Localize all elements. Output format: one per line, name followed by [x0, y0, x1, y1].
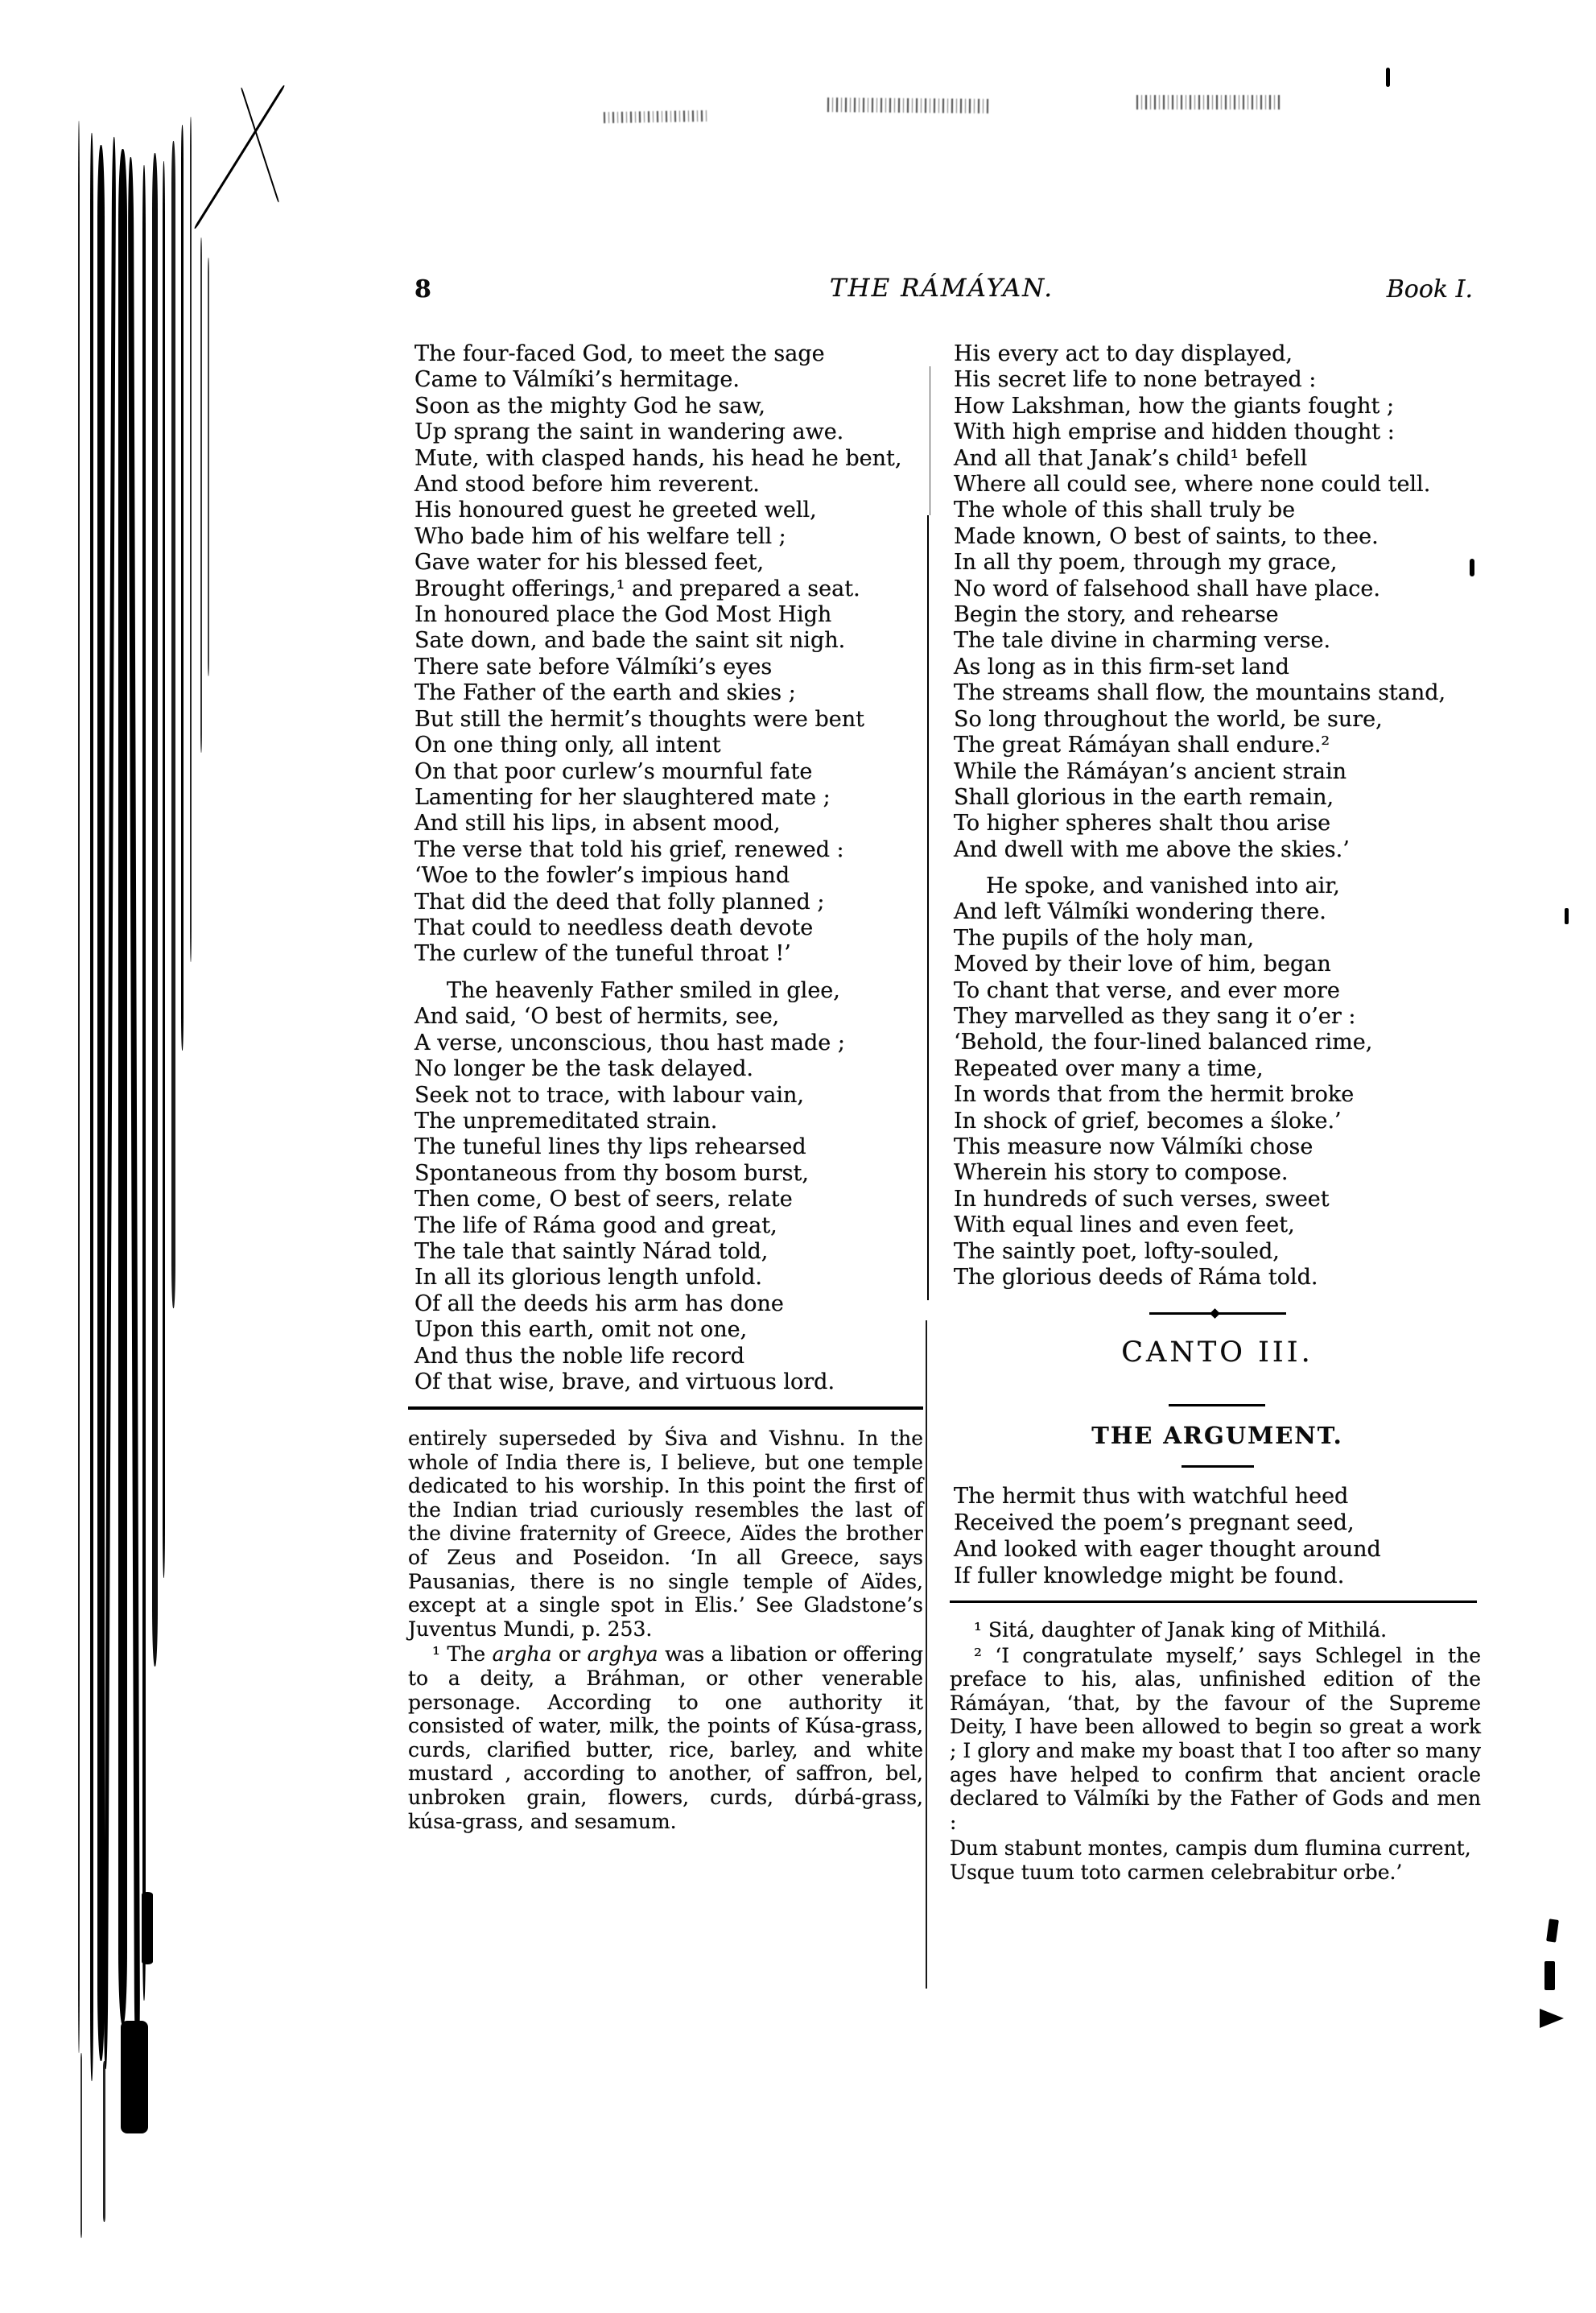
text-line: Soon as the mighty God he saw, [414, 393, 765, 419]
section-rule-diamond [1210, 1308, 1220, 1319]
argument-heading: THE ARGUMENT. [1091, 1422, 1343, 1449]
scan-artifact [171, 141, 175, 1308]
scan-artifact [80, 2053, 82, 2238]
text-line: While the Rámáyan’s ancient strain [954, 758, 1347, 784]
text-line: Moved by their love of him, began [954, 952, 1331, 977]
text-line: In all its glorious length unfold. [414, 1265, 762, 1291]
footnote-text: was a libation or offering to a deity, a Bráhman, or other venerable personage. According to one authority it consisted of water, milk, the points of Kúsa-grass, curds, clarified butter, rice, barley, and white mustard , according to another, of saffron, bel, unbroken grain, flowers, curds, dúrbá-grass, kúsa-grass, and sesamum. [408, 1642, 923, 1833]
text-line: The great Rámáyan shall endure.² [954, 733, 1330, 758]
text-line: His secret life to none betrayed : [954, 367, 1317, 393]
scan-artifact [104, 137, 116, 2069]
scan-artifact [121, 2021, 148, 2133]
text-line: No word of falsehood shall have place. [954, 576, 1380, 601]
text-line: Mute, with clasped hands, his head he bent, [414, 445, 902, 471]
text-line: With equal lines and even feet, [954, 1212, 1295, 1238]
text-line: Spontaneous from thy bosom burst, [414, 1160, 809, 1186]
text-line: His every act to day displayed, [954, 341, 1293, 366]
text-line: Dum stabunt montes, campis dum flumina current, [950, 1836, 1471, 1861]
scan-artifact [142, 165, 146, 2001]
text-line: Repeated over many a time, [954, 1055, 1264, 1081]
text-line: ‘Behold, the four-lined balanced rime, [954, 1030, 1373, 1055]
text-line: In hundreds of such verses, sweet [954, 1186, 1330, 1212]
text-line: To higher spheres shalt thou arise [954, 811, 1331, 836]
text-line: And said, ‘O best of hermits, see, [414, 1004, 780, 1030]
text-line: And still his lips, in absent mood, [414, 811, 781, 836]
scan-artifact [90, 133, 93, 2081]
scan-artifact [97, 145, 105, 2061]
text-line: Wherein his story to compose. [954, 1160, 1289, 1186]
text-line: This measure now Válmíki chose [954, 1134, 1314, 1160]
footnote-separator [408, 1406, 923, 1410]
ink-mark-artifact [1546, 1919, 1559, 1942]
smudge-artifact [1136, 95, 1281, 109]
left-verse-stanza-2 [414, 978, 922, 1396]
text-line: To chant that verse, and ever more [954, 977, 1340, 1003]
text-line: If fuller knowledge might be found. [954, 1563, 1345, 1588]
text-line: The streams shall flow, the mountains stand, [954, 680, 1446, 706]
section-rule [1169, 1404, 1265, 1406]
text-line: His honoured guest he greeted well, [414, 498, 817, 523]
text-line: The pupils of the holy man, [954, 925, 1255, 951]
text-line: The unpremeditated strain. [414, 1109, 718, 1134]
left-footnotes [408, 1427, 923, 1833]
text-line: And thus the noble life record [414, 1343, 745, 1369]
footnote-sita: ¹ Sitá, daughter of Janak king of Mithilá. [974, 1618, 1388, 1642]
text-line: The tuneful lines thy lips rehearsed [414, 1134, 806, 1160]
text-line: They marvelled as they sang it o’er : [954, 1004, 1356, 1030]
text-line: There sate before Válmíki’s eyes [414, 654, 773, 679]
ink-mark-artifact [1565, 908, 1569, 924]
text-line: The verse that told his grief, renewed : [414, 836, 844, 862]
text-line: Usque tuum toto carmen celebrabitur orbe.’ [950, 1860, 1403, 1884]
footnote-separator [950, 1601, 1477, 1603]
text-line: Who bade him of his welfare tell ; [414, 523, 786, 549]
section-rule [1182, 1465, 1254, 1468]
latin-quote [950, 1836, 1481, 1884]
text-line: And stood before him reverent. [414, 472, 760, 498]
scan-artifact [128, 157, 140, 2065]
text-line: In all thy poem, through my grace, [954, 550, 1338, 576]
footnote-text: or [551, 1642, 588, 1667]
page-title: THE RÁMÁYAN. [829, 274, 1054, 303]
text-line: Lamenting for her slaughtered mate ; [414, 784, 831, 810]
scan-artifact [118, 149, 127, 2025]
text-line: That could to needless death devote [414, 915, 814, 940]
text-line: The heavenly Father smiled in glee, [447, 978, 840, 1003]
text-line: The Father of the earth and skies ; [414, 680, 796, 706]
text-line: But still the hermit’s thoughts were bent [414, 706, 864, 732]
text-line: That did the deed that folly planned ; [414, 889, 825, 915]
text-line: Begin the story, and rehearse [954, 602, 1279, 628]
text-line: And dwell with me above the skies.’ [954, 836, 1350, 862]
text-line: The four-faced God, to meet the sage [414, 341, 825, 366]
text-line: Then come, O best of seers, relate [414, 1187, 793, 1212]
argument-verse [954, 1483, 1481, 1589]
text-line: And looked with eager thought around [954, 1537, 1381, 1562]
text-line: Brought offerings,¹ and prepared a seat. [414, 576, 860, 601]
text-line: The saintly poet, lofty-souled, [954, 1238, 1280, 1264]
text-line: How Lakshman, how the giants fought ; [954, 393, 1395, 419]
scan-artifact [190, 117, 192, 962]
arrow-mark-artifact [1540, 2009, 1564, 2028]
column-divider [926, 1320, 927, 1989]
page-number: 8 [414, 275, 431, 304]
text-line: He spoke, and vanished into air, [986, 874, 1340, 898]
text-line: The tale divine in charming verse. [954, 628, 1331, 654]
text-line: The whole of this shall truly be [954, 498, 1296, 523]
text-line: The glorious deeds of Ráma told. [954, 1265, 1318, 1291]
text-line: No longer be the task delayed. [414, 1056, 753, 1082]
scan-artifact [163, 161, 165, 1578]
text-line: In honoured place the God Most High [414, 602, 832, 628]
text-line: Shall glorious in the earth remain, [954, 784, 1334, 810]
text-line: On one thing only, all intent [414, 733, 721, 758]
scan-artifact [181, 125, 184, 1051]
italic-term: arghya [587, 1642, 658, 1667]
column-divider [927, 515, 929, 1300]
text-line: Sate down, and bade the saint sit nigh. [414, 628, 846, 654]
text-line: So long throughout the world, be sure, [954, 706, 1383, 732]
text-line: Came to Válmíki’s hermitage. [414, 367, 740, 393]
italic-term: argha [492, 1642, 552, 1667]
text-line: And left Válmíki wondering there. [954, 899, 1326, 925]
text-line: Upon this earth, omit not one, [414, 1317, 748, 1343]
scan-artifact [78, 121, 80, 2053]
right-verse-stanza-2 [954, 874, 1481, 1291]
scan-artifact [200, 237, 202, 753]
footnote-argha [408, 1642, 923, 1833]
text-line: The curlew of the tuneful throat !’ [414, 941, 791, 967]
text-line: Up sprang the saint in wandering awe. [414, 419, 844, 445]
text-line: Received the poem’s pregnant seed, [954, 1510, 1355, 1535]
book-label: Book I. [1386, 275, 1473, 304]
right-verse-stanza-1 [954, 341, 1481, 863]
text-line: With high emprise and hidden thought : [954, 419, 1395, 445]
text-line: In shock of grief, becomes a śloke.’ [954, 1108, 1342, 1134]
ink-mark-artifact [1386, 68, 1390, 87]
text-line: As long as in this firm-set land [954, 654, 1289, 679]
right-footnotes [950, 1617, 1481, 1885]
ink-mark-artifact [1470, 559, 1474, 576]
text-line: On that poor curlew’s mournful fate [414, 758, 813, 784]
canto-heading: CANTO III. [1121, 1336, 1314, 1369]
text-line: The life of Ráma good and great, [414, 1212, 777, 1238]
text-line: Where all could see, where none could tell. [954, 472, 1431, 498]
scan-artifact [142, 1892, 153, 1964]
footnote-schlegel: ² ‘I congratulate myself,’ says Schlegel in the preface to his, alas, unfinished edition of the Rámáyan, ‘that, by the favour of the Supreme Deity, I have been allowed to begin so great a work ; I glory and make my boast that I too after so many ages have helped to confirm that ancient oracle declared to Válmíki by the Father of Gods and men : [950, 1643, 1481, 1834]
text-line: Seek not to trace, with labour vain, [414, 1082, 804, 1108]
text-line: Of all the deeds his arm has done [414, 1291, 784, 1316]
smudge-artifact [827, 97, 988, 114]
text-line: Made known, O best of saints, to thee. [954, 523, 1379, 549]
text-line: The tale that saintly Nárad told, [414, 1239, 769, 1265]
scan-artifact [208, 258, 209, 676]
scan-artifact [152, 153, 158, 1667]
footnote-marker: ¹ The [432, 1642, 493, 1667]
text-line: ‘Woe to the fowler’s impious hand [414, 863, 790, 889]
text-line: Gave water for his blessed feet, [414, 550, 765, 576]
footnote-continuation: entirely superseded by Śiva and Vishnu. In the whole of India there is, I believe, but one temple dedicated to his worship. In this point the first of the Indian triad curiously resembles the last of the divine fraternity of Greece, Aïdes the brother of Zeus and Poseidon. ‘In all Greece, says Pausanias, there is no single temple of Aïdes, except at a single spot in Elis.’ See Gladstone’s Juventus Mundi, p. 253. [408, 1427, 923, 1641]
scan-artifact [194, 85, 286, 229]
ink-mark-artifact [1544, 1961, 1555, 1990]
text-line: In words that from the hermit broke [954, 1082, 1355, 1108]
text-line: A verse, unconscious, thou hast made ; [414, 1030, 845, 1055]
scan-artifact [103, 2061, 105, 2222]
smudge-artifact [604, 110, 708, 123]
text-line: And all that Janak’s child¹ befell [954, 445, 1308, 471]
left-verse-stanza-1 [414, 341, 922, 968]
text-line: The hermit thus with watchful heed [954, 1484, 1349, 1509]
text-line: Of that wise, brave, and virtuous lord. [414, 1369, 835, 1395]
